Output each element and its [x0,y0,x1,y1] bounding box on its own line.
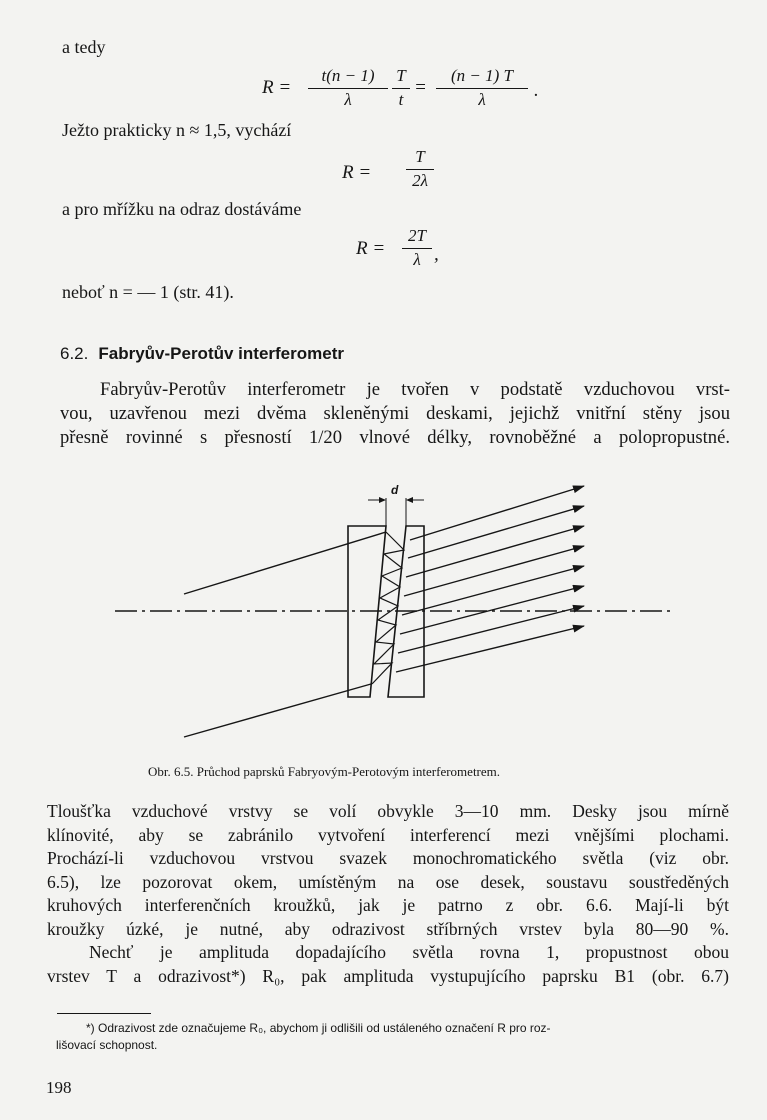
incoming-ray-upper [184,532,386,594]
eq1-fraction-2: $\frac{T}{t}$ [392,66,410,110]
section-number: 6.2. [60,344,89,363]
figure-interferometer-diagram [0,470,767,760]
eq1-period: . [534,80,539,101]
paragraph-2-line: kroužky úzké, je nutné, aby odrazivost stříbrných vrstev byla 80—90 %. [47,918,729,939]
eq3-fraction: $\frac{2T}{\lambda}$ [402,226,432,270]
eq2-lhs: R = [342,162,372,183]
section-heading [60,344,344,364]
page-number: 198 [46,1078,72,1097]
footnote-line: lišovací schopnost. [56,1038,158,1052]
footnote-line: *) Odrazivost zde označujeme R₀, abychom ji odlišili od ustáleného označení R pro roz- [86,1021,551,1035]
internal-reflections [372,532,404,684]
paragraph-1 [60,378,730,450]
paragraph-2-line: Tloušťka vzduchové vrstvy se volí obvykle 3—10 mm. Desky jsou mírně [47,801,729,821]
text-line-3: a pro mřížku na odraz dostáváme [62,199,302,219]
outgoing-ray [398,606,584,653]
paragraph-2-line: klínovité, aby se zabránilo vytvoření interferencí mezi vnějšími plochami. [47,824,729,845]
text-line-2: Ježto prakticky n ≈ 1,5, vychází [62,120,292,140]
paragraph-2 [47,800,729,988]
paragraph-1-line: Fabryův-Perotův interferometr je tvořen v podstatě vzduchovou vrst- [100,379,730,400]
text-line-4: neboť n = — 1 (str. 41). [62,282,234,302]
paragraph-2-line: vrstev T a odrazivost*) R₀, pak amplituda vystupujícího paprsku B1 (obr. 6.7) [47,965,729,986]
eq3-comma: , [434,244,439,265]
eq1-lhs: R = [262,77,292,98]
intro-text: a tedy [62,37,106,57]
eq2-fraction: $\frac{T}{2\lambda}$ [406,147,434,191]
outgoing-ray [400,586,584,634]
figure-caption: Obr. 6.5. Průchod paprsků Fabryovým-Perotovým interferometrem. [148,764,501,779]
paragraph-1-line: přesně rovinné s přesností 1/20 vlnové délky, rovnoběžné a polopropustné. [60,427,730,448]
footnote-rule [57,1013,151,1014]
incoming-ray-lower [184,684,371,737]
paragraph-2-line: kruhových interferenčních kroužků, jak je patrno z obr. 6.6. Mají-li být [47,895,729,915]
footnote [56,1020,728,1054]
paragraph-2-line: Nechť je amplituda dopadajícího světla rovna 1, propustnost obou [89,942,729,962]
eq1-fraction-3: $\frac{(n - 1) T}{\lambda}$ [436,66,528,110]
eq3-lhs: R = [356,238,386,259]
eq1-equals: = [414,77,427,98]
figure-label-d: d [391,483,399,497]
outgoing-ray [404,546,584,596]
paragraph-2-line: 6.5), lze pozorovat okem, umístěným na ose desek, soustavu soustředěných [47,871,729,892]
section-title: Fabryův-Perotův interferometr [98,344,344,363]
outgoing-ray [402,566,584,615]
eq1-fraction-1: $\frac{t(n - 1)}{\lambda}$ [308,66,388,110]
paragraph-1-line: vou, uzavřenou mezi dvěma skleněnými deskami, jejichž vnitřní stěny jsou [60,403,730,424]
paragraph-2-line: Prochází-li vzduchovou vrstvou svazek monochromatického světla (viz obr. [47,848,729,868]
